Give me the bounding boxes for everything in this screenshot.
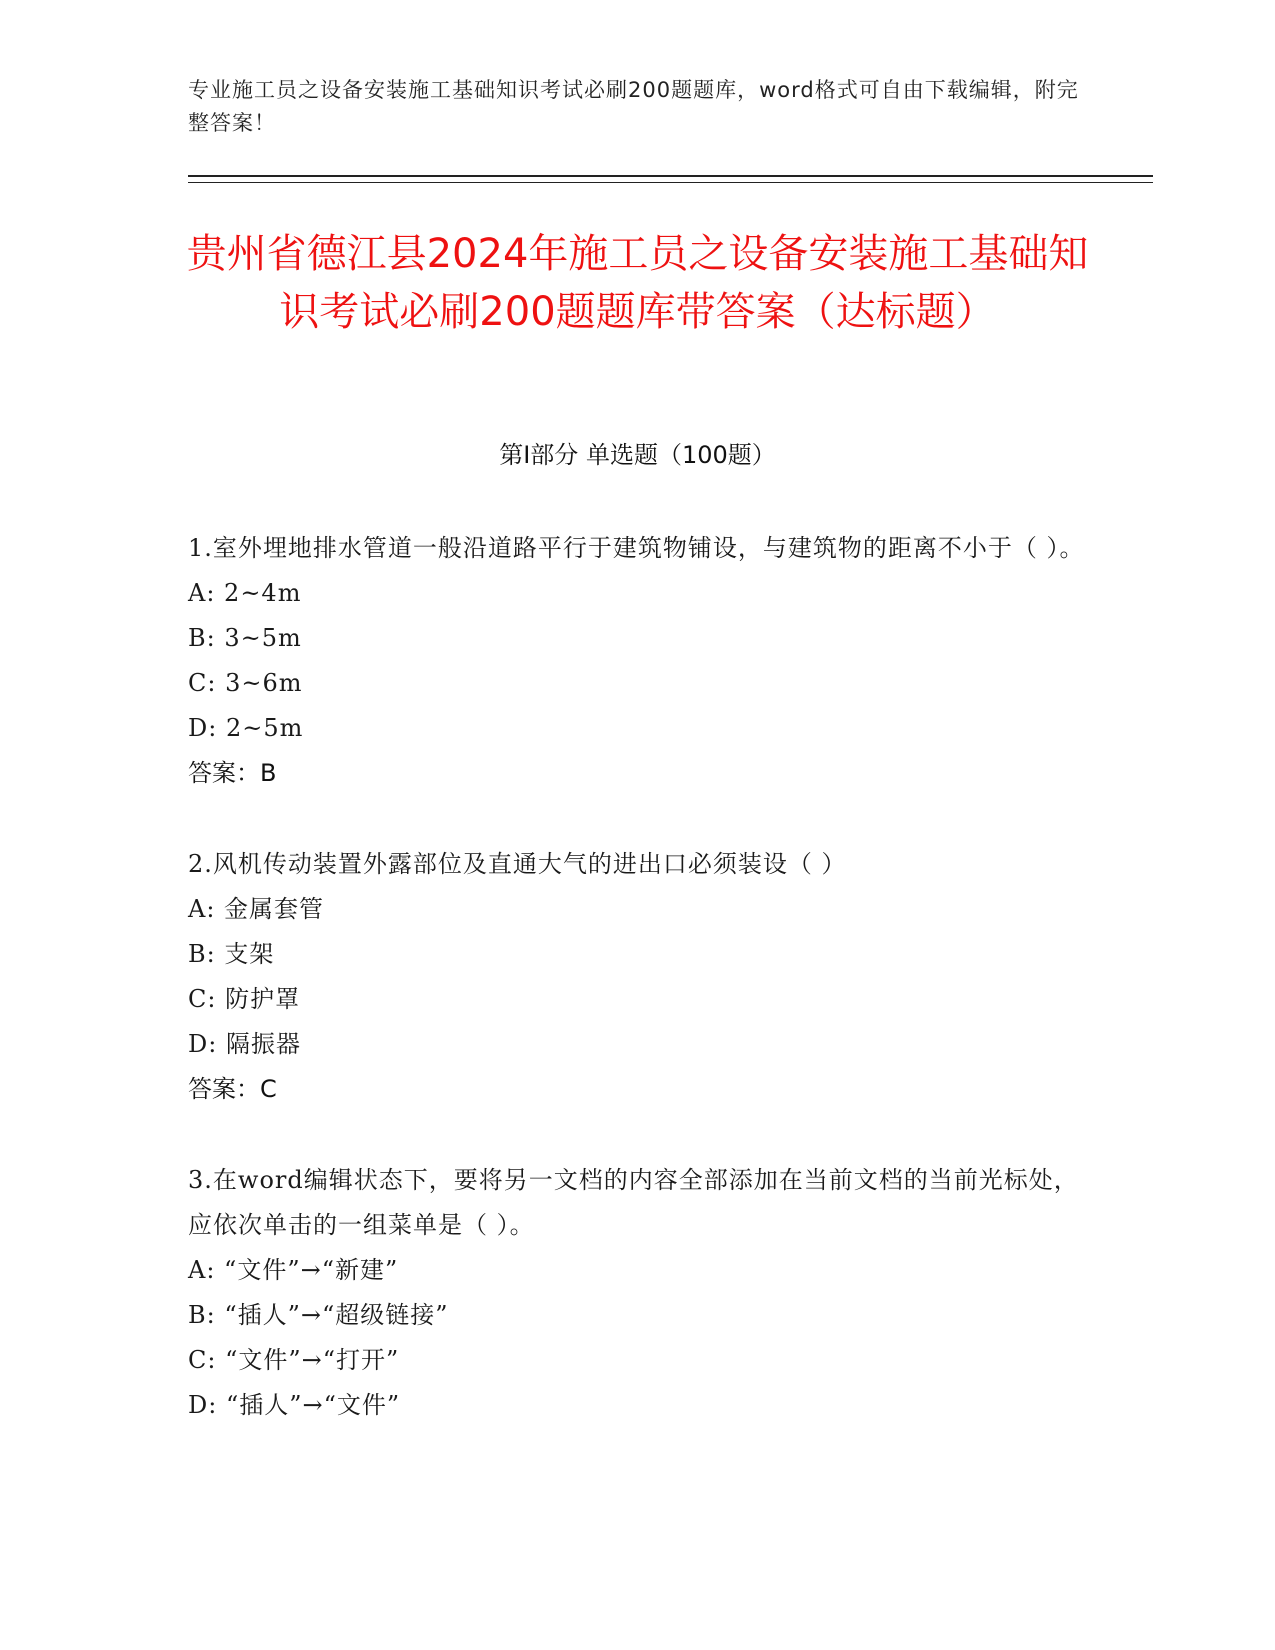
option-a: A: 2~4m: [188, 579, 302, 607]
answer: 答案：C: [188, 1075, 277, 1103]
header-note: 专业施工员之设备安装施工基础知识考试必刷200题题库，word格式可自由下载编辑，附完整答案！: [188, 78, 1079, 135]
option-b: B: 3~5m: [188, 624, 302, 652]
option-a: A: 金属套管: [188, 895, 325, 923]
option-d: D: 2~5m: [188, 714, 304, 742]
header-divider-thick: [188, 175, 1153, 177]
option-c: C: 3~6m: [188, 669, 303, 697]
option-b: B: 支架: [188, 940, 275, 968]
question-2: [188, 842, 1088, 1112]
document-title: 贵州省德江县2024年施工员之设备安装施工基础知识考试必刷200题题库带答案（达标题）: [186, 231, 1089, 335]
question-list: [188, 526, 1088, 1474]
question-stem: 2.风机传动装置外露部位及直通大气的进出口必须装设（ ）: [188, 850, 847, 878]
question-3: [188, 1158, 1088, 1428]
option-a: A: “文件”→“新建”: [188, 1256, 399, 1284]
question-1: [188, 526, 1088, 796]
section-title: 第Ⅰ部分 单选题（100题）: [499, 441, 776, 469]
question-stem: 3.在word编辑状态下，要将另一文档的内容全部添加在当前文档的当前光标处，应依次单击的一组菜单是（ ）。: [188, 1166, 1079, 1239]
option-c: C: 防护罩: [188, 985, 301, 1013]
question-stem: 1.室外埋地排水管道一般沿道路平行于建筑物铺设，与建筑物的距离不小于（ ）。: [188, 534, 1085, 562]
answer: 答案：B: [188, 759, 277, 787]
option-d: D: 隔振器: [188, 1030, 301, 1058]
option-d: D: “插人”→“文件”: [188, 1391, 401, 1419]
option-c: C: “文件”→“打开”: [188, 1346, 400, 1374]
header-divider-thin: [188, 182, 1153, 183]
option-b: B: “插人”→“超级链接”: [188, 1301, 449, 1329]
